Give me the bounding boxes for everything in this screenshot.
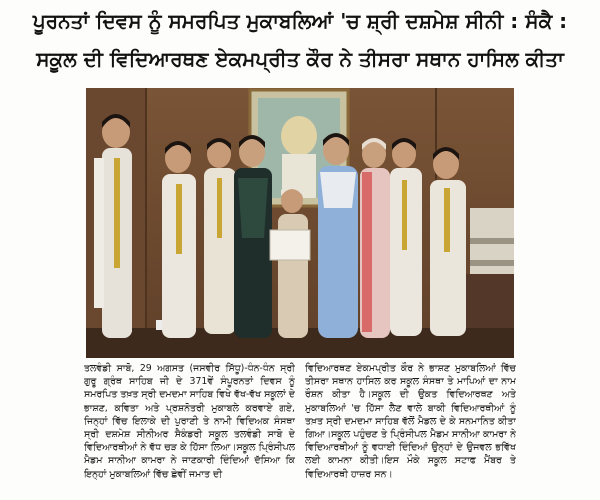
article-body <box>84 362 516 498</box>
article-column-2-text: ਵਿਦਿਆਰਥਣ ਏਕਮਪ੍ਰੀਤ ਕੌਰ ਨੇ ਭਾਸ਼ਣ ਮੁਕਾਬਲਿਆਂ ਵਿੱਚ ਤੀਸਰਾ ਸਥਾਨ ਹਾਸਿਲ ਕਰ ਸਕੂਲ ਸੰਸਥਾ ਤੇ ਮਾਪਿਆਂ ਦਾ ਨਾਮ ਰੌਸ਼ਨ ਕੀਤਾ ਹੈ।ਸਕੂਲ ਦੀ ਉਕਤ ਵਿਦਿਆਰਥਣ ਅਤੇ ਮੁਕਾਬਲਿਆਂ 'ਚ ਹਿੱਸਾ ਲੈਣ ਵਾਲੇ ਬਾਕੀ ਵਿਦਿਆਰਥੀਆਂ ਨੂੰ ਤਖ਼ਤ ਸ੍ਰੀ ਦਮਦਮਾ ਸਾਹਿਬ ਵੱਲੋਂ ਮੈਡਲ ਦੇ ਕੇ ਸਨਮਾਨਿਤ ਕੀਤਾ ਗਿਆ।ਸਕੂਲ ਪਹੁੰਚਣ ਤੇ ਪ੍ਰਿੰਸੀਪਲ ਮੈਡਮ ਸਾਨੀਆ ਕਾਮਰਾ ਨੇ ਵਿਦਿਆਰਥੀਆਂ ਨੂੰ ਵਧਾਈ ਦਿੰਦਿਆਂ ਉਨ੍ਹਾਂ ਦੇ ਉਜਵਲ ਭਵਿੱਖ ਲਈ ਕਾਮਨਾ ਕੀਤੀ।ਇਸ ਮੌਕੇ ਸਕੂਲ ਸਟਾਫ ਮੈਂਬਰ ਤੇ ਵਿਦਿਆਰਥੀ ਹਾਜ਼ਰ ਸਨ। <box>305 363 516 480</box>
article-column-1-text: ਤਲਵੰਡੀ ਸਾਬੋ, 29 ਅਗਸਤ (ਜਸਵੀਰ ਸਿੱਧੂ)-ਧੰਨ-ਧੰਨ ਸ੍ਰੀ ਗੁਰੂ ਗ੍ਰੰਥ ਸਾਹਿਬ ਜੀ ਦੇ 371ਵੇਂ ਸੰਪੂਰਨਤਾਂ ਦਿਵਸ ਨੂੰ ਸਮਰਪਿਤ ਤਖ਼ਤ ਸ੍ਰੀ ਦਮਦਮਾ ਸਾਹਿਬ ਵਿਖੇ ਵੱਖ-ਵੱਖ ਸਕੂਲਾਂ ਦੇ ਭਾਸ਼ਣ, ਕਵਿਤਾ ਅਤੇ ਪ੍ਰਸ਼ਨੋਤਰੀ ਮੁਕਾਬਲੇ ਕਰਵਾਏ ਗਏ, ਜਿਨ੍ਹਾਂ ਵਿੱਚ ਇਲਾਕੇ ਦੀ ਪੁਰਾਣੀ ਤੇ ਨਾਮੀ ਵਿਦਿਅਕ ਸੰਸਥਾ ਸ੍ਰੀ ਦਸ਼ਮੇਸ਼ ਸੀਨੀਅਰ ਸੈਕੰਡਰੀ ਸਕੂਲ ਤਲਵੰਡੀ ਸਾਬੋ ਦੇ ਵਿਦਿਆਰਥੀਆਂ ਨੇ ਵੱਧ ਚੜ ਕੇ ਹਿੱਸਾ ਲਿਆ।ਸਕੂਲ ਪ੍ਰਿੰਸੀਪਲ ਮੈਡਮ ਸਾਨੀਆ ਕਾਮਰਾ ਨੇ ਜਾਣਕਾਰੀ ਦਿੰਦਿਆਂ ਦੱਸਿਆ ਕਿ ਇਨ੍ਹਾਂ ਮੁਕਾਬਲਿਆਂ ਵਿੱਚ ਛੇਵੀਂ ਜਮਾਤ ਦੀ <box>84 363 295 480</box>
headline-line-1: ਪੂਰਨਤਾਂ ਦਿਵਸ ਨੂੰ ਸਮਰਪਿਤ ਮੁਕਾਬਲਿਆਂ 'ਚ ਸ਼੍ਰੀ ਦਸ਼ਮੇਸ਼ ਸੀਨੀ : ਸੰਕੈ : <box>32 9 568 33</box>
news-photo <box>86 88 514 358</box>
headline-line-2: ਸਕੂਲ ਦੀ ਵਿਦਿਆਰਥਣ ਏਕਮਪ੍ਰੀਤ ਕੌਰ ਨੇ ਤੀਸਰਾ ਸਥਾਨ ਹਾਸਿਲ ਕੀਤਾ <box>36 47 564 71</box>
article-column-1 <box>84 362 295 498</box>
article-column-2 <box>305 362 516 498</box>
